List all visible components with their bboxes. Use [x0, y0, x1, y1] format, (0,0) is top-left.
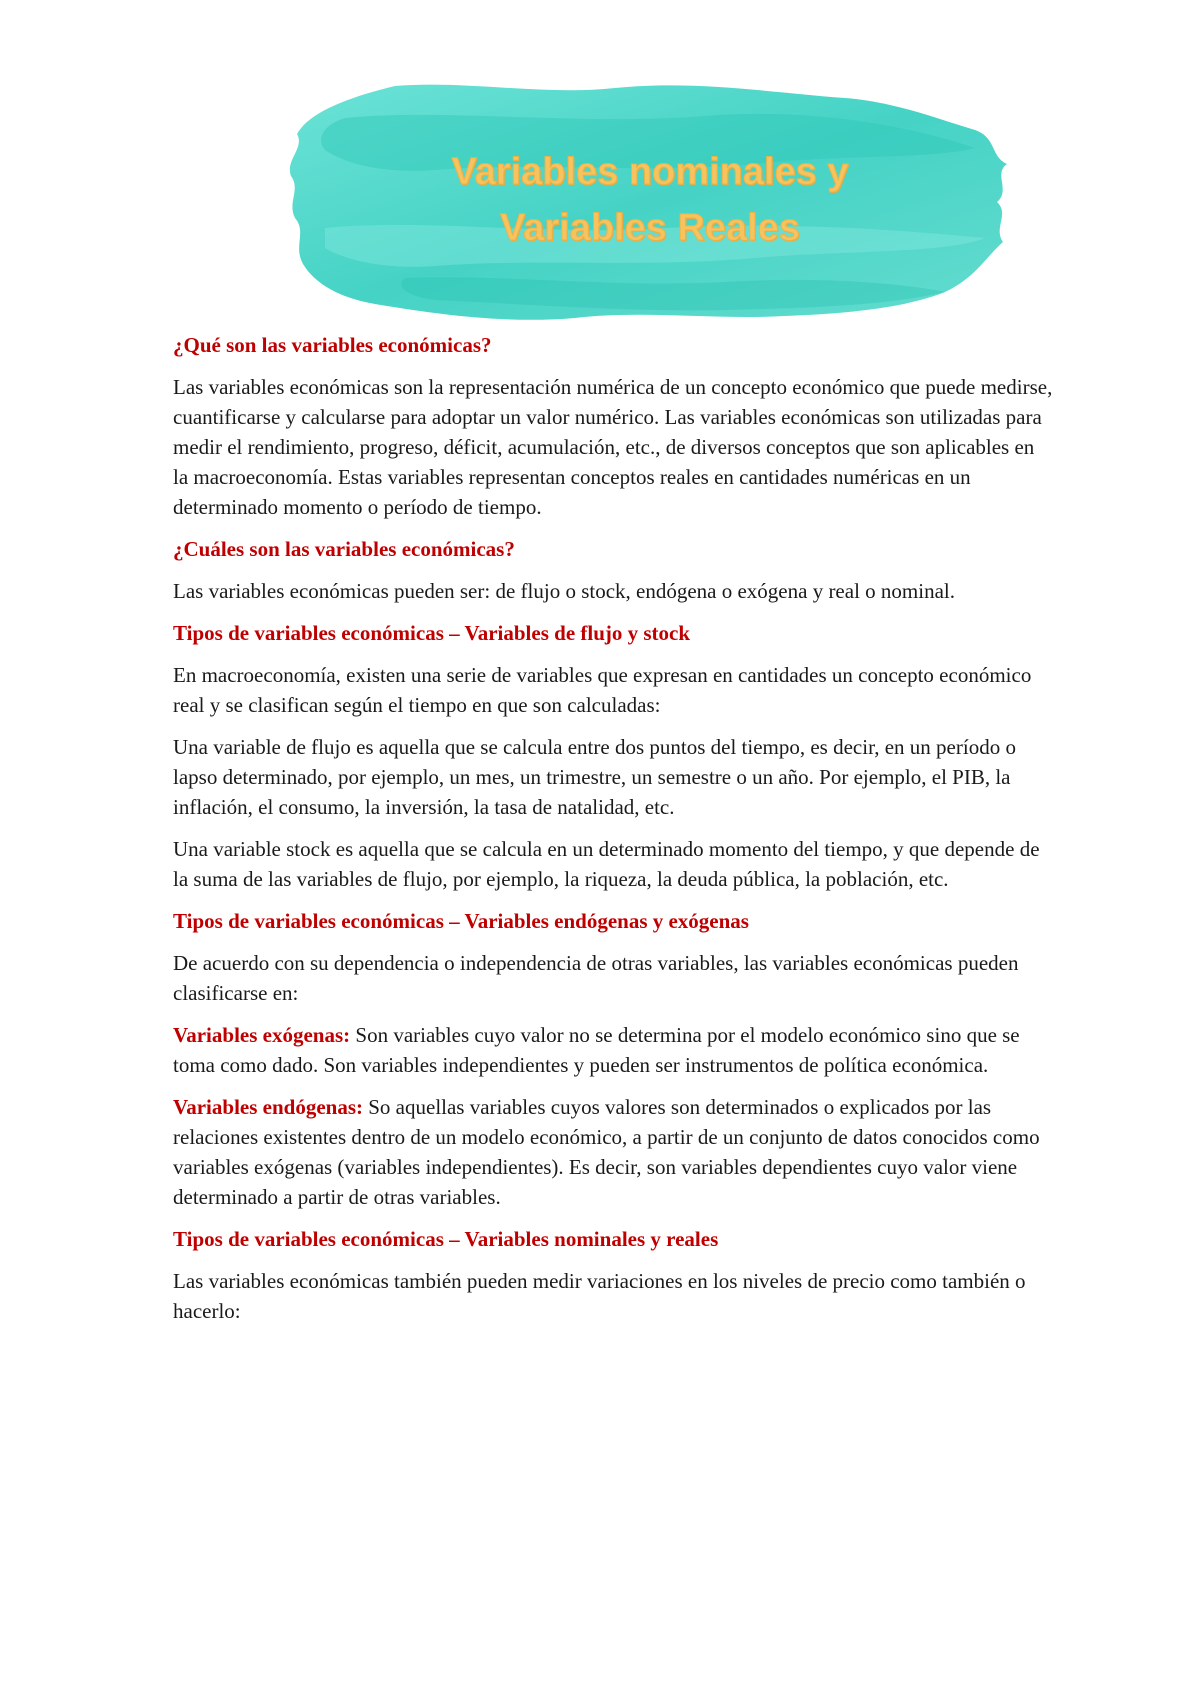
heading-flujo-stock: Tipos de variables económicas – Variables de flujo y stock: [173, 621, 691, 645]
document-title: [285, 144, 1015, 256]
heading-que-son: ¿Qué son las variables económicas?: [173, 333, 492, 357]
title-line-1: Variables nominales y: [451, 151, 849, 193]
paragraph-macro-intro: En macroeconomía, existen una serie de variables que expresan en cantidades un concepto económico real y se clasifican según el tiempo en que son calculadas:: [173, 663, 1032, 717]
title-banner: [285, 78, 1015, 328]
paragraph-variable-flujo: Una variable de flujo es aquella que se calcula entre dos puntos del tiempo, es decir, en un período o lapso determinado, por ejemplo, un mes, un trimestre, un semestre o un año. Por ejemplo, el PIB, la inflación, el consumo, la inversión, la tasa de natalidad, etc.: [173, 735, 1016, 819]
heading-endogenas-exogenas: Tipos de variables económicas – Variables endógenas y exógenas: [173, 909, 749, 933]
paragraph-variable-stock: Una variable stock es aquella que se calcula en un determinado momento del tiempo, y que depende de la suma de las variables de flujo, por ejemplo, la riqueza, la deuda pública, la población, etc.: [173, 837, 1040, 891]
paragraph-exogenas: [173, 1020, 1053, 1080]
heading-nominales-reales: Tipos de variables económicas – Variables nominales y reales: [173, 1227, 719, 1251]
paragraph-dependencia: De acuerdo con su dependencia o independencia de otras variables, las variables económicas pueden clasificarse en:: [173, 951, 1019, 1005]
heading-cuales-son: ¿Cuáles son las variables económicas?: [173, 537, 515, 561]
text-exogenas: Son variables cuyo valor no se determina por el modelo económico sino que se toma como dado. Son variables independientes y pueden ser instrumentos de política económica.: [173, 1023, 1020, 1077]
term-exogenas: Variables exógenas:: [173, 1023, 351, 1047]
title-line-2: Variables Reales: [500, 207, 800, 249]
document-body: [173, 330, 1053, 1338]
term-endogenas: Variables endógenas:: [173, 1095, 363, 1119]
text-endogenas: So aquellas variables cuyos valores son determinados o explicados por las relaciones existentes dentro de un modelo económico, a partir de un conjunto de datos conocidos como variables exógenas (variables independientes). Es decir, son variables dependientes cuyo valor viene determinado a partir de otras variables.: [173, 1095, 1040, 1209]
paragraph-types-list: Las variables económicas pueden ser: de flujo o stock, endógena o exógena y real o nominal.: [173, 579, 955, 603]
paragraph-endogenas: [173, 1092, 1053, 1212]
paragraph-niveles-precio: Las variables económicas también pueden medir variaciones en los niveles de precio como también o hacerlo:: [173, 1269, 1026, 1323]
paragraph-definition: Las variables económicas son la representación numérica de un concepto económico que puede medirse, cuantificarse y calcularse para adoptar un valor numérico. Las variables económicas son utilizadas para medir el rendimiento, progreso, déficit, acumulación, etc., de diversos conceptos que son aplicables en la macroeconomía. Estas variables representan conceptos reales en cantidades numéricas en un determinado momento o período de tiempo.: [173, 375, 1053, 519]
